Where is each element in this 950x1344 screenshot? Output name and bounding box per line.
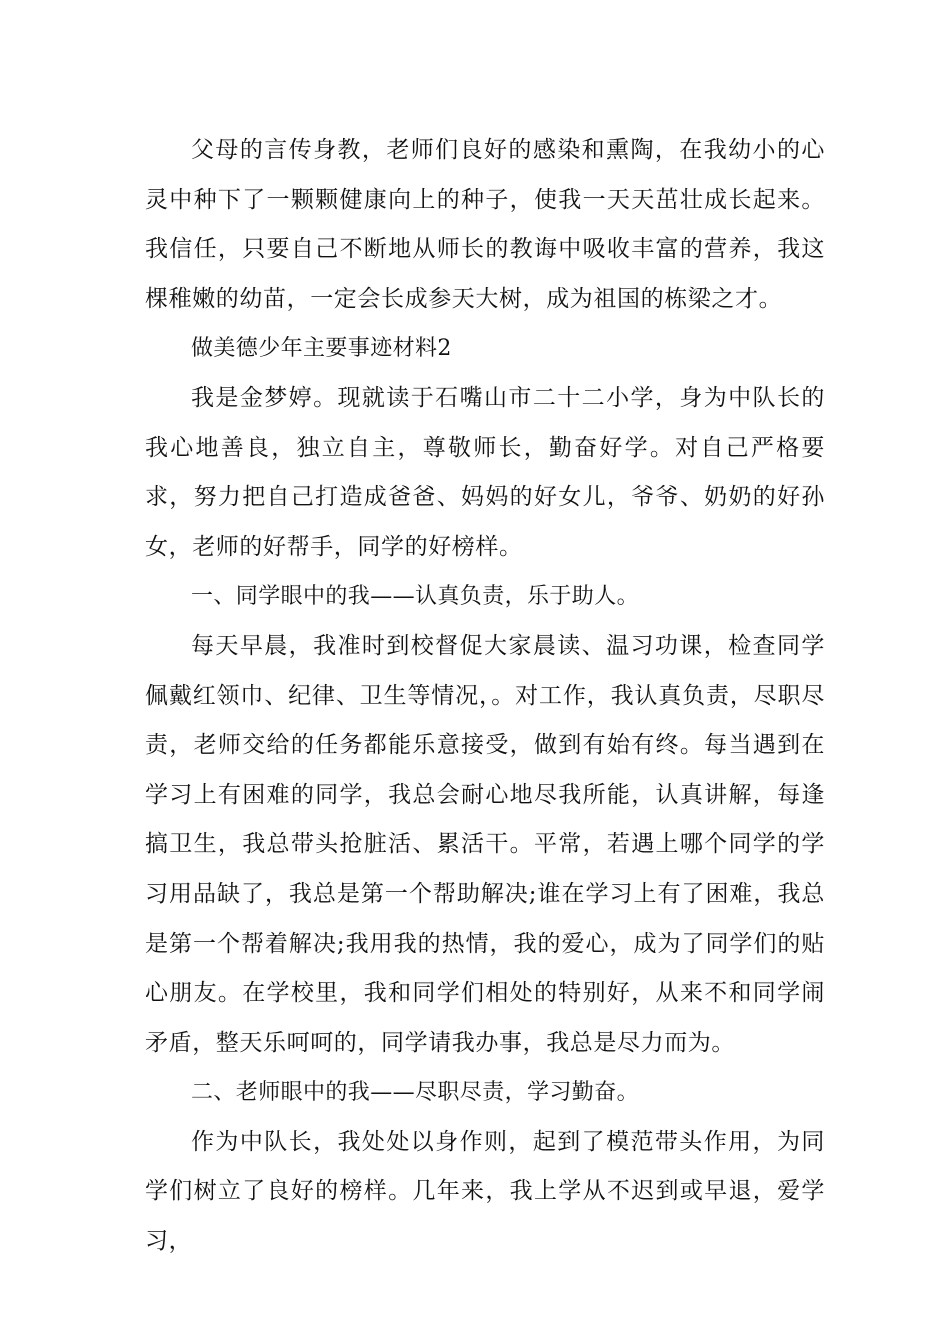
section-title: 做美德少年主要事迹材料2: [191, 336, 452, 362]
subheading-classmates-view: 一、同学眼中的我——认真负责，乐于助人。: [191, 584, 640, 610]
paragraph-self-introduction: 我是金梦婷。现就读于石嘴山市二十二小学，身为中队长的我心地善良，独立自主，尊敬师长，勤奋好学。对自己严格要求，努力把自己打造成爸爸、妈妈的好女儿，爷爷、奶奶的好孙女，老师的好帮手，同学的好榜样。: [145, 384, 825, 560]
paragraph-squad-leader: 作为中队长，我处处以身作则，起到了模范带头作用，为同学们树立了良好的榜样。几年来，我上学从不迟到或早退，爱学习，: [145, 1128, 825, 1255]
paragraph-parents-influence: 父母的言传身教，老师们良好的感染和熏陶，在我幼小的心灵中种下了一颗颗健康向上的种子，使我一天天茁壮成长起来。我信任，只要自己不断地从师长的教诲中吸收丰富的营养，我这棵稚嫩的幼苗，一定会长成参天大树，成为祖国的栋梁之才。: [145, 137, 825, 312]
paragraph-helping-classmates: 每天早晨，我准时到校督促大家晨读、温习功课，检查同学佩戴红领巾、纪律、卫生等情况，。对工作，我认真负责，尽职尽责，老师交给的任务都能乐意接受，做到有始有终。每当遇到在学习上有困难的同学，我总会耐心地尽我所能，认真讲解，每逢搞卫生，我总带头抢脏活、累活干。平常，若遇上哪个同学的学习用品缺了，我总是第一个帮助解决;谁在学习上有了困难，我总是第一个帮着解决;我用我的热情，我的爱心，成为了同学们的贴心朋友。在学校里，我和同学们相处的特别好，从来不和同学闹矛盾，整天乐呵呵的，同学请我办事，我总是尽力而为。: [145, 632, 825, 1056]
document-body: [145, 126, 825, 1267]
subheading-teachers-view: 二、老师眼中的我——尽职尽责，学习勤奋。: [191, 1080, 640, 1106]
